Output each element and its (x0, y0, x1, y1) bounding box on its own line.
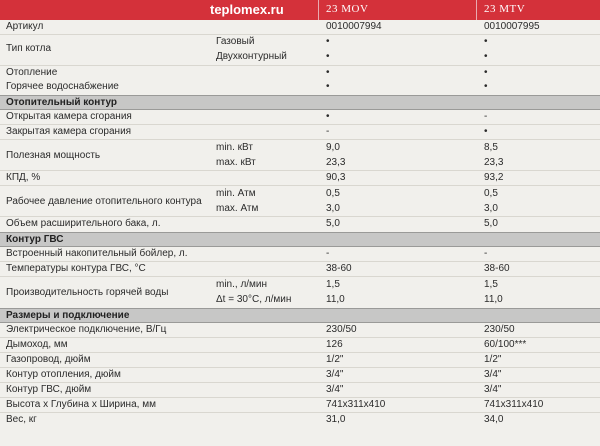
row-label: Отопление (6, 67, 58, 78)
value-mov: 741x311x410 (326, 399, 386, 410)
row-gvs (0, 80, 600, 94)
header-bar (0, 0, 600, 20)
row-gazoprovod (0, 353, 600, 368)
column-divider (318, 0, 319, 20)
value-mtv: 5,0 (484, 218, 498, 229)
value-mov: 1,5 (326, 279, 340, 290)
row-label: Контур отопления, дюйм (6, 369, 121, 380)
value-mtv: 8,5 (484, 142, 498, 153)
row-label: Артикул (6, 21, 44, 32)
row-kontur-gvs-dyuim (0, 383, 600, 398)
value-mov: 0,5 (326, 188, 340, 199)
value-mtv: 93,2 (484, 172, 504, 183)
value-mtv: 1/2" (484, 354, 502, 365)
row-label: Электрическое подключение, В/Гц (6, 324, 167, 335)
value-mov: 1/2" (326, 354, 344, 365)
value-mtv: 0010007995 (484, 21, 540, 32)
value-mov: • (326, 67, 330, 78)
value-mov: 3,0 (326, 203, 340, 214)
value-mov: 5,0 (326, 218, 340, 229)
row-kontur-otopleniya (0, 368, 600, 383)
row-label: Полезная мощность (6, 150, 101, 161)
sub-label: Δt = 30°С, л/мин (216, 294, 292, 305)
row-artikul (0, 20, 600, 35)
value-mov: 31,0 (326, 414, 346, 425)
value-mov: 3/4" (326, 369, 344, 380)
section-title: Контур ГВС (6, 234, 64, 245)
row-otkrytaya-kamera (0, 110, 600, 125)
row-ves (0, 413, 600, 427)
section-otopitelny-kontur (0, 95, 600, 110)
row-gabarity (0, 398, 600, 413)
value-mov: 0010007994 (326, 21, 382, 32)
value-mtv: 230/50 (484, 324, 515, 335)
value-mtv: 34,0 (484, 414, 504, 425)
row-tip-kotla (0, 35, 600, 66)
row-label: Горячее водоснабжение (6, 81, 119, 92)
sub-label: Газовый (216, 36, 255, 47)
row-label: Рабочее давление отопительного контура (6, 196, 202, 207)
value-mov: 3/4" (326, 384, 344, 395)
row-proizvoditelnost (0, 277, 600, 307)
row-label: Газопровод, дюйм (6, 354, 91, 365)
row-label: Контур ГВС, дюйм (6, 384, 92, 395)
value-mov: • (326, 111, 330, 122)
section-razmery (0, 308, 600, 323)
value-mtv: • (484, 67, 488, 78)
sub-label: Двухконтурный (216, 51, 287, 62)
sub-label: min. кВт (216, 142, 253, 153)
sub-label: min., л/мин (216, 279, 268, 290)
value-mtv: 60/100*** (484, 339, 527, 350)
sub-label: max. Атм (216, 203, 259, 214)
section-title: Размеры и подключение (6, 310, 130, 321)
row-otoplenie (0, 66, 600, 79)
value-mtv: 1,5 (484, 279, 498, 290)
section-title: Отопительный контур (6, 97, 118, 108)
value-mtv: • (484, 126, 488, 137)
row-label: Закрытая камера сгорания (6, 126, 132, 137)
value-mtv: 3,0 (484, 203, 498, 214)
row-label: Встроенный накопительный бойлер, л. (6, 248, 188, 259)
row-boiler (0, 247, 600, 262)
row-label: Дымоход, мм (6, 339, 68, 350)
row-label: КПД, % (6, 172, 41, 183)
row-label: Высота х Глубина х Ширина, мм (6, 399, 156, 410)
row-elektro (0, 323, 600, 338)
row-zakrytaya-kamera (0, 125, 600, 140)
value-mov: 23,3 (326, 157, 346, 168)
column-header-23-mtv: 23 MTV (484, 3, 526, 15)
row-label: Открытая камера сгорания (6, 111, 132, 122)
value-mtv: 23,3 (484, 157, 504, 168)
value-mov: 230/50 (326, 324, 357, 335)
value-mov: 90,3 (326, 172, 346, 183)
section-kontur-gvs (0, 232, 600, 247)
site-brand: teplomex.ru (210, 2, 284, 17)
sub-label: min. Атм (216, 188, 256, 199)
value-mov: - (326, 248, 330, 259)
value-mov: • (326, 51, 330, 62)
value-mtv: 741x311x410 (484, 399, 544, 410)
row-label: Температуры контура ГВС, °С (6, 263, 146, 274)
row-rabochee-davlenie (0, 186, 600, 217)
row-kpd (0, 171, 600, 186)
sub-label: max. кВт (216, 157, 256, 168)
row-label: Производительность горячей воды (6, 287, 169, 298)
row-label: Вес, кг (6, 414, 37, 425)
value-mtv: • (484, 51, 488, 62)
column-header-23-mov: 23 MOV (326, 3, 369, 15)
row-poleznaya-moshnost (0, 140, 600, 171)
value-mtv: 0,5 (484, 188, 498, 199)
value-mtv: 3/4" (484, 369, 502, 380)
value-mov: 126 (326, 339, 343, 350)
value-mov: 11,0 (326, 294, 345, 305)
row-label: Тип котла (6, 43, 52, 54)
value-mtv: • (484, 36, 488, 47)
value-mov: • (326, 36, 330, 47)
row-label: Объем расширительного бака, л. (6, 218, 161, 229)
value-mov: 38-60 (326, 263, 352, 274)
value-mov: 9,0 (326, 142, 340, 153)
column-divider (476, 0, 477, 20)
value-mtv: - (484, 248, 488, 259)
row-obem-baka (0, 217, 600, 231)
value-mtv: • (484, 81, 488, 92)
value-mtv: 38-60 (484, 263, 510, 274)
value-mtv: 11,0 (484, 294, 503, 305)
value-mov: - (326, 126, 330, 137)
value-mtv: 3/4" (484, 384, 502, 395)
value-mov: • (326, 81, 330, 92)
value-mtv: - (484, 111, 488, 122)
row-dymohod (0, 338, 600, 353)
row-temperatura-gvs (0, 262, 600, 277)
